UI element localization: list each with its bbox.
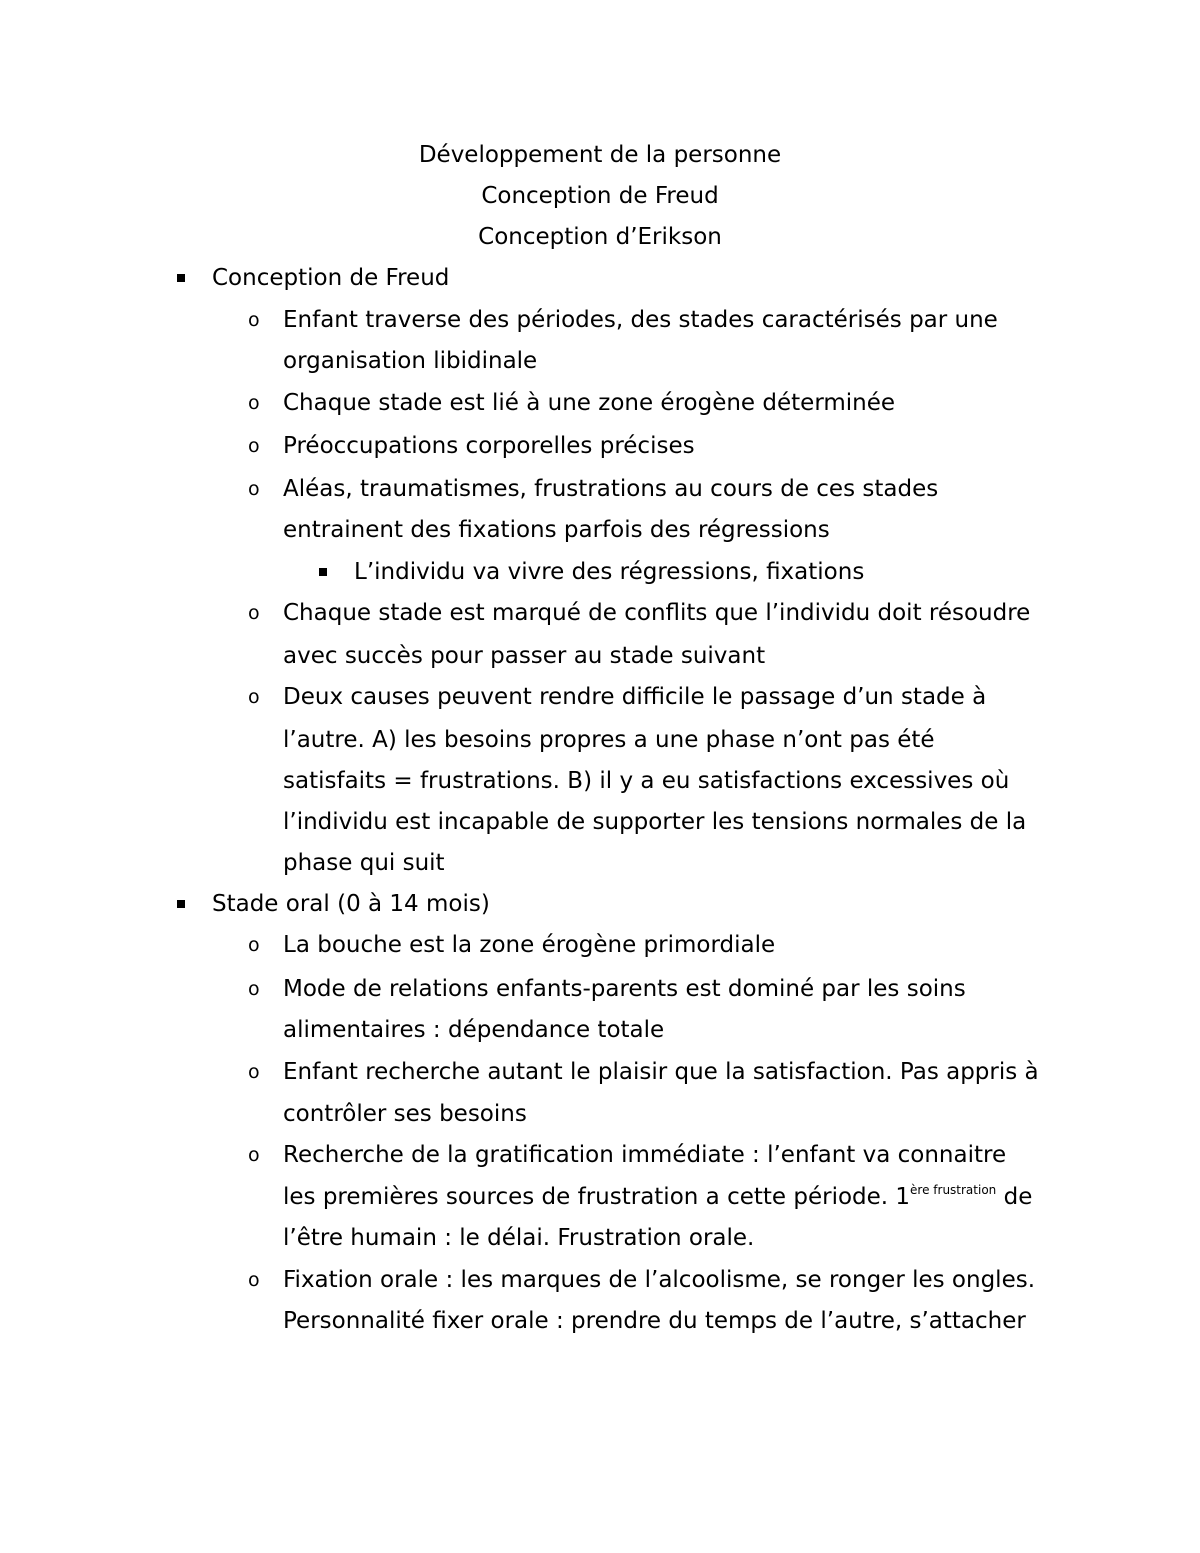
list-item-text: Chaque stade est lié à une zone érogène déterminée: [283, 390, 896, 416]
square-bullet: [319, 568, 327, 576]
list-item-text: l’individu est incapable de supporter les tensions normales de la: [283, 809, 1027, 835]
circle-bullet: o: [248, 309, 260, 331]
list-item-text: Préoccupations corporelles précises: [283, 433, 695, 459]
list-item-text: L’individu va vivre des régressions, fixations: [354, 559, 865, 585]
list-item-text: Personnalité fixer orale : prendre du temps de l’autre, s’attacher: [283, 1308, 1026, 1334]
list-item-text: Chaque stade est marqué de conflits que l’individu doit résoudre: [283, 600, 1031, 626]
square-bullet: [177, 900, 185, 908]
document-title: Développement de la personne: [418, 142, 782, 168]
list-item-text: contrôler ses besoins: [283, 1101, 527, 1127]
list-item-text: organisation libidinale: [283, 348, 538, 374]
circle-bullet: o: [248, 392, 260, 414]
circle-bullet: o: [248, 435, 260, 457]
list-item-text: Recherche de la gratification immédiate : l’enfant va connaitre: [283, 1142, 1007, 1168]
list-item-text: Enfant traverse des périodes, des stades caractérisés par une: [283, 307, 998, 333]
superscript-text: ère frustration: [910, 1183, 997, 1197]
list-item-text: l’être humain : le délai. Frustration orale.: [283, 1225, 755, 1251]
subtitle-erikson: Conception d’Erikson: [478, 224, 722, 250]
list-item-text: Mode de relations enfants-parents est dominé par les soins: [283, 976, 966, 1002]
list-item-text: Deux causes peuvent rendre difficile le passage d’un stade à: [283, 684, 987, 710]
subtitle-freud: Conception de Freud: [481, 183, 719, 209]
list-item-text: [283, 1182, 1032, 1212]
list-item-text: l’autre. A) les besoins propres a une phase n’ont pas été: [283, 727, 935, 753]
list-item-text: satisfaits = frustrations. B) il y a eu satisfactions excessives où: [283, 768, 1010, 794]
circle-bullet: o: [248, 934, 260, 956]
list-item-text: entrainent des fixations parfois des régressions: [283, 517, 830, 543]
list-item-text: Aléas, traumatismes, frustrations au cours de ces stades: [283, 476, 939, 502]
circle-bullet: o: [248, 1269, 260, 1291]
circle-bullet: o: [248, 1061, 260, 1083]
circle-bullet: o: [248, 602, 260, 624]
circle-bullet: o: [248, 978, 260, 1000]
list-item-text: Enfant recherche autant le plaisir que la satisfaction. Pas appris à: [283, 1059, 1039, 1085]
list-item-text: alimentaires : dépendance totale: [283, 1017, 665, 1043]
list-item-text: avec succès pour passer au stade suivant: [283, 643, 766, 669]
list-item-stade-oral: Stade oral (0 à 14 mois): [212, 891, 490, 917]
text-segment: les premières sources de frustration a cette période. 1: [283, 1184, 911, 1210]
list-item-conception-freud: Conception de Freud: [212, 265, 450, 291]
list-item-text: phase qui suit: [283, 850, 445, 876]
circle-bullet: o: [248, 686, 260, 708]
text-segment: de: [996, 1184, 1033, 1210]
list-item-text: Fixation orale : les marques de l’alcoolisme, se ronger les ongles.: [283, 1267, 1036, 1293]
circle-bullet: o: [248, 478, 260, 500]
square-bullet: [177, 274, 185, 282]
circle-bullet: o: [248, 1144, 260, 1166]
list-item-text: La bouche est la zone érogène primordiale: [283, 932, 776, 958]
